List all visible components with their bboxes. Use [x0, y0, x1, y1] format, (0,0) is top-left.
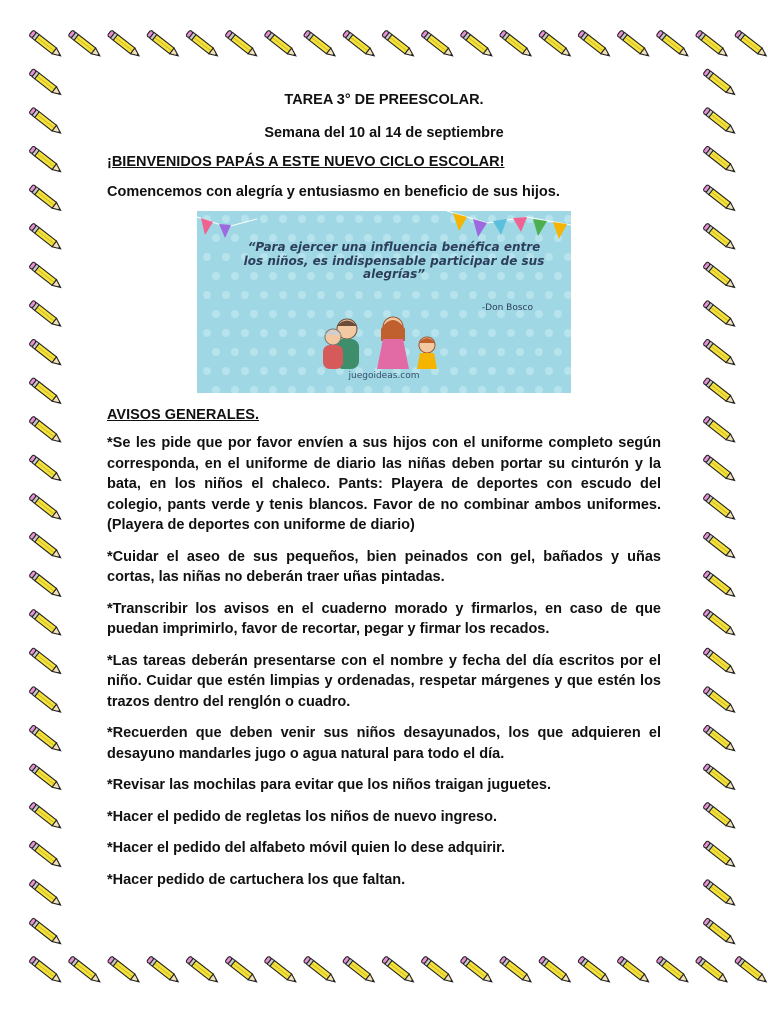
pencil-icon — [703, 455, 737, 484]
pencil-icon — [29, 107, 63, 136]
pencil-icon — [264, 30, 298, 59]
pencil-icon — [186, 956, 220, 985]
pencil-icon — [29, 69, 63, 98]
pencil-icon — [29, 455, 63, 484]
pencil-icon — [421, 30, 455, 59]
pencil-icon — [499, 956, 533, 985]
pencil-icon — [146, 30, 180, 59]
pencil-icon — [617, 956, 651, 985]
pencil-icon — [29, 686, 63, 715]
notice-item: *Hacer el pedido de regletas los niños de nuevo ingreso. — [107, 808, 497, 825]
pencil-icon — [225, 30, 259, 59]
pencil-icon — [146, 956, 180, 985]
pencil-icon — [703, 841, 737, 870]
pencil-icon — [29, 879, 63, 908]
pencil-icon — [107, 956, 141, 985]
quote-website: juegoideas.com — [348, 371, 420, 381]
pencil-icon — [186, 30, 220, 59]
pencil-icon — [703, 725, 737, 754]
pencil-icon — [703, 69, 737, 98]
pencil-icon — [695, 956, 729, 985]
pencil-icon — [29, 956, 63, 985]
notice-item: *Hacer el pedido del alfabeto móvil quien lo dese adquirir. — [107, 840, 506, 856]
family-illustration — [315, 311, 455, 371]
pencil-icon — [703, 802, 737, 831]
intro-text: Comencemos con alegría y entusiasmo en beneficio de sus hijos. — [107, 184, 560, 200]
notice-item: *Revisar las mochilas para evitar que los niños traigan juguetes. — [107, 777, 552, 793]
pencil-icon — [29, 184, 63, 213]
pencil-icon — [703, 339, 737, 368]
pencil-icon — [29, 146, 63, 175]
pencil-icon — [734, 956, 768, 985]
pencil-icon — [703, 262, 737, 291]
pencil-icon — [225, 956, 259, 985]
pencil-icon — [342, 956, 376, 985]
pencil-icon — [499, 30, 533, 59]
pencil-icon — [703, 184, 737, 213]
pencil-icon — [29, 532, 63, 561]
notices-heading: AVISOS GENERALES. — [107, 407, 260, 423]
pencil-icon — [29, 262, 63, 291]
pencil-icon — [29, 339, 63, 368]
pencil-icon — [703, 686, 737, 715]
pencil-icon — [29, 377, 63, 406]
notice-item: *Se les pide que por favor envíen a sus hijos con el uniforme completo según corresponda, en el uniforme de diario las niñas deben portar su cinturón y la bata, en los niños el chaleco. Pants: Playera de deportes con escudo del colegio, pants verde y tenis blancos. Favor de no combinar ambos uniformes. (Playera de deportes con uniforme de diario) — [107, 435, 661, 533]
pencil-icon — [703, 648, 737, 677]
pencil-icon — [703, 107, 737, 136]
notice-item: *Hacer pedido de cartuchera los que faltan. — [107, 871, 406, 888]
pencil-icon — [382, 30, 416, 59]
notice-item: *Recuerden que deben venir sus niños desayunados, los que adquieren el desayuno mandarles jugo o agua natural para todo el día. — [107, 725, 661, 762]
pencil-icon — [460, 956, 494, 985]
pencil-icon — [342, 30, 376, 59]
pencil-icon — [460, 30, 494, 59]
pencil-icon — [29, 570, 63, 599]
document-body — [107, 92, 661, 901]
pencil-icon — [578, 30, 612, 59]
pencil-icon — [29, 648, 63, 677]
pencil-icon — [29, 609, 63, 638]
pencil-icon — [703, 300, 737, 329]
pencil-icon — [703, 879, 737, 908]
quote-text: “Para ejercer una influencia benéfica entre los niños, es indispensable participar de sus alegrías” — [243, 240, 545, 281]
pencil-icon — [703, 918, 737, 947]
pencil-icon — [703, 609, 737, 638]
pencil-icon — [703, 377, 737, 406]
pencil-icon — [29, 30, 63, 59]
pencil-icon — [382, 956, 416, 985]
pencil-icon — [538, 30, 572, 59]
pencil-icon — [703, 532, 737, 561]
pencil-icon — [656, 30, 690, 59]
page-title: TAREA 3° DE PREESCOLAR. — [284, 92, 484, 108]
quote-image — [197, 211, 571, 393]
pencil-icon — [578, 956, 612, 985]
pencil-icon — [303, 30, 337, 59]
pencil-icon — [656, 956, 690, 985]
quote-author: -Don Bosco — [481, 303, 533, 313]
pencil-icon — [29, 918, 63, 947]
pencil-icon — [703, 416, 737, 445]
pencil-icon — [29, 416, 63, 445]
pencil-icon — [29, 725, 63, 754]
notice-item: *Cuidar el aseo de sus pequeños, bien peinados con gel, bañados y uñas cortas, las niñas no deberán traer uñas pintadas. — [107, 548, 661, 585]
pencil-icon — [617, 30, 651, 59]
notice-item: *Transcribir los avisos en el cuaderno morado y firmarlos, en caso de que puedan imprimirlo, favor de recortar, pegar y firmar los recados. — [107, 600, 661, 637]
pencil-icon — [29, 802, 63, 831]
pencil-icon — [29, 300, 63, 329]
pencil-icon — [703, 570, 737, 599]
pencil-icon — [303, 956, 337, 985]
pencil-icon — [538, 956, 572, 985]
pencil-icon — [29, 223, 63, 252]
pencil-icon — [421, 956, 455, 985]
pencil-icon — [703, 493, 737, 522]
pencil-icon — [107, 30, 141, 59]
pencil-icon — [264, 956, 298, 985]
week-subtitle: Semana del 10 al 14 de septiembre — [264, 125, 504, 141]
pencil-icon — [695, 30, 729, 59]
pencil-icon — [703, 146, 737, 175]
pencil-icon — [68, 30, 102, 59]
pencil-icon — [29, 841, 63, 870]
pencil-icon — [703, 223, 737, 252]
pencil-icon — [703, 763, 737, 792]
notice-item: *Las tareas deberán presentarse con el nombre y fecha del día escritos por el niño. Cuidar que estén limpias y ordenadas, respetar márgenes y que estén los trazos dentro del renglón o cuadro. — [107, 652, 661, 710]
welcome-heading: ¡BIENVENIDOS PAPÁS A ESTE NUEVO CICLO ESCOLAR! — [107, 154, 505, 170]
pencil-icon — [68, 956, 102, 985]
pencil-icon — [29, 763, 63, 792]
pencil-icon — [29, 493, 63, 522]
pencil-icon — [734, 30, 768, 59]
